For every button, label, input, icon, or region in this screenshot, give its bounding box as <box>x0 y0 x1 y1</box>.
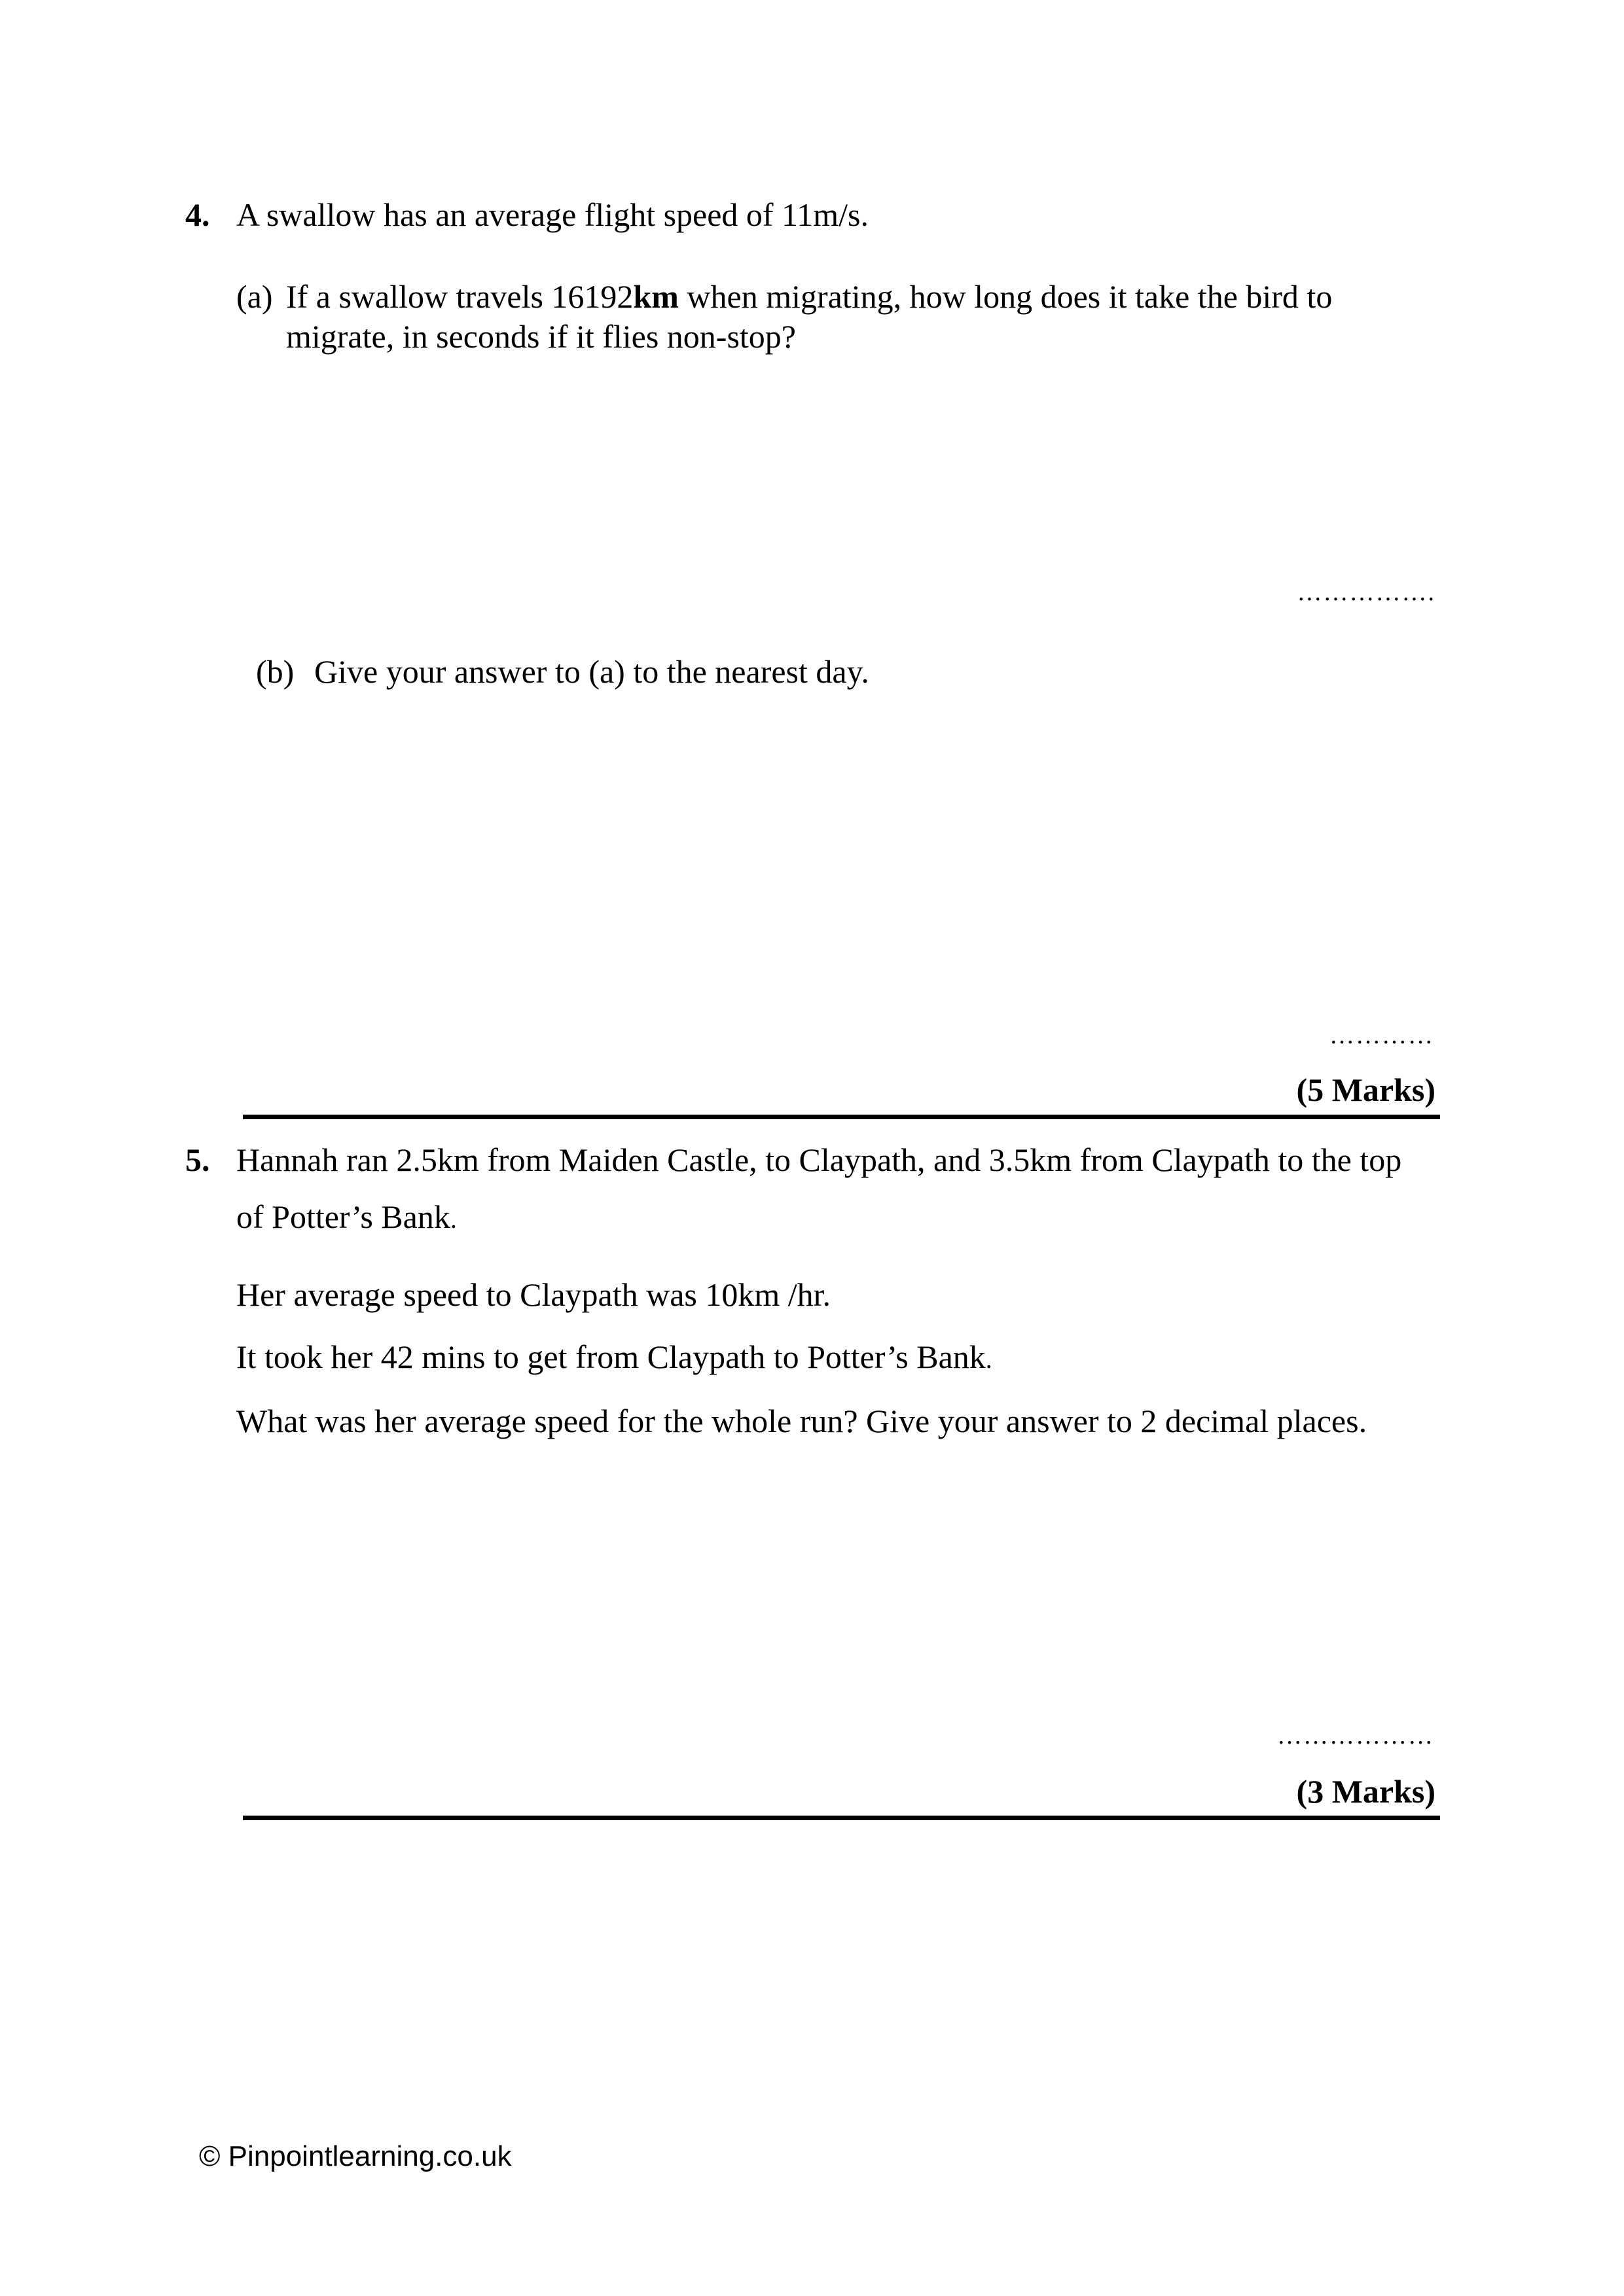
question-4a-text-end: when migrating, how long does it take the bird to <box>678 278 1333 315</box>
question-4-divider <box>243 1115 1440 1119</box>
question-4a-line-1 <box>286 277 1332 316</box>
question-4-stem: A swallow has an average flight speed of 11m/s. <box>236 196 869 233</box>
question-4a-line-2: migrate, in seconds if it flies non-stop? <box>286 318 797 355</box>
question-5-divider <box>243 1816 1440 1820</box>
question-4b-text: Give your answer to (a) to the nearest day. <box>314 653 869 690</box>
question-5-line-2-text: of Potter’s Bank <box>236 1198 450 1235</box>
question-5-time-info-period: . <box>985 1344 992 1374</box>
question-5-answer-line: ……………… <box>1277 1722 1434 1749</box>
question-4a-label: (a) <box>236 278 273 315</box>
question-4b-label: (b) <box>256 653 295 690</box>
question-5-time-info-text: It took her 42 mins to get from Claypath to Potter’s Bank <box>236 1338 986 1375</box>
question-5-speed-info: Her average speed to Claypath was 10km /hr. <box>236 1276 831 1313</box>
footer-copyright: © Pinpointlearning.co.uk <box>199 2140 512 2172</box>
question-4-number: 4. <box>185 196 210 233</box>
question-5-line-1: Hannah ran 2.5km from Maiden Castle, to Claypath, and 3.5km from Claypath to the top <box>236 1141 1402 1178</box>
question-4a-answer-line: ……………. <box>1297 579 1435 606</box>
question-5-number: 5. <box>185 1141 210 1178</box>
question-4b-answer-line: ………… <box>1329 1022 1434 1049</box>
question-5-marks: (3 Marks) <box>1296 1773 1435 1810</box>
question-4a-unit-bold: km <box>633 278 679 315</box>
question-5-line-2 <box>236 1197 457 1239</box>
question-5-prompt: What was her average speed for the whole run? Give your answer to 2 decimal places. <box>236 1403 1367 1439</box>
question-5-line-2-period: . <box>450 1204 457 1234</box>
question-5-time-info <box>236 1337 992 1379</box>
question-4-marks: (5 Marks) <box>1296 1071 1435 1108</box>
question-4a-text-start: If a swallow travels 16192 <box>286 278 634 315</box>
